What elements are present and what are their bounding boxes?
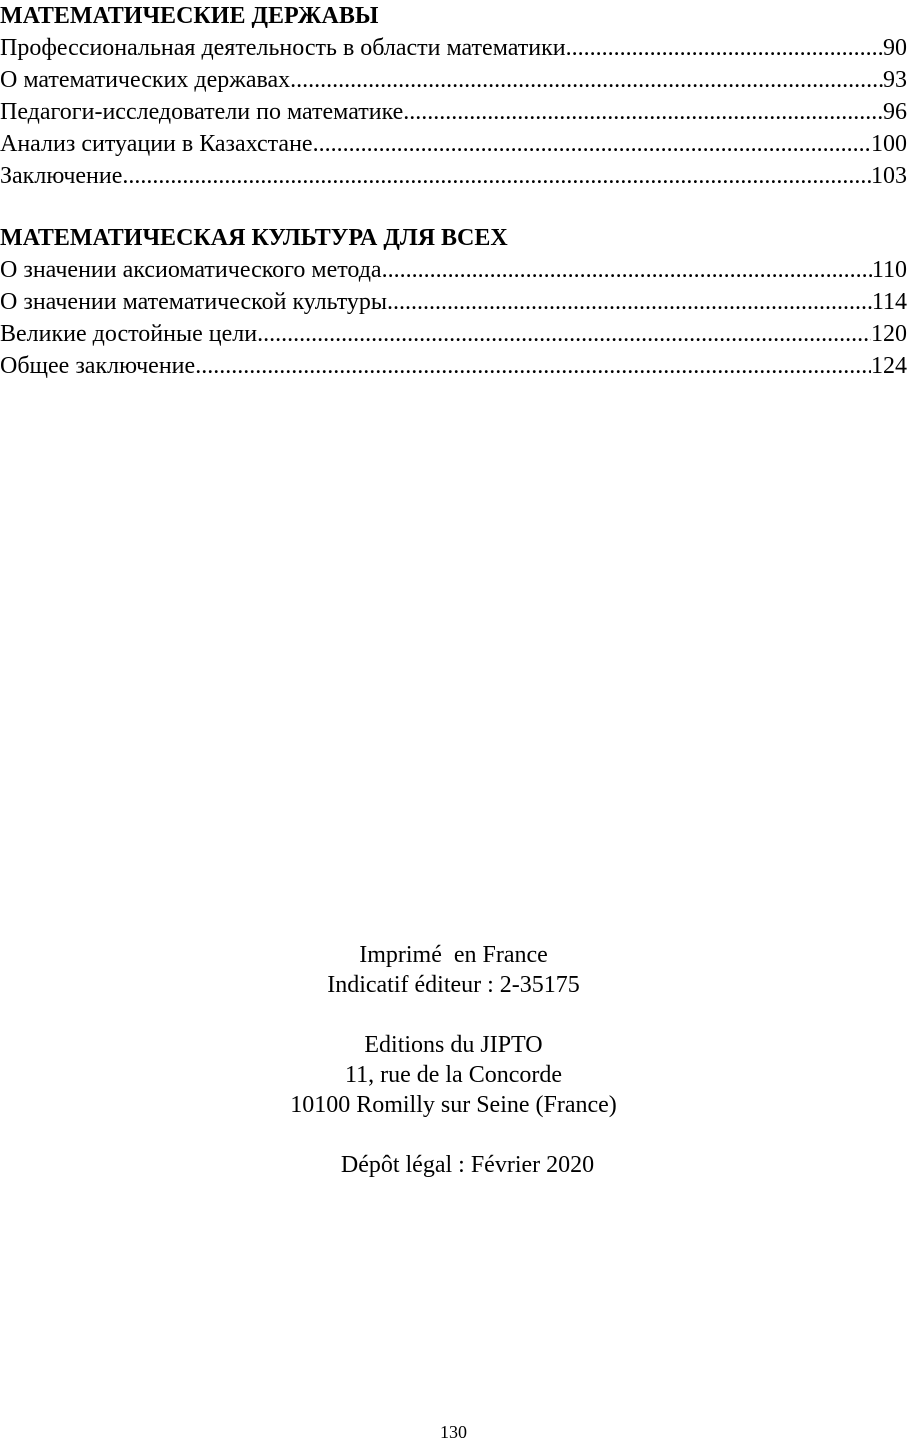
toc-entry xyxy=(0,96,907,128)
toc-entry-title: Педагоги-исследователи по математике xyxy=(0,99,404,125)
publisher-name-line: Editions du JIPTO xyxy=(364,1032,543,1058)
toc-entry-page: 120 xyxy=(871,321,907,347)
dot-leader xyxy=(382,254,872,286)
toc-entry xyxy=(0,160,907,192)
dot-leader xyxy=(387,286,872,318)
colophon xyxy=(0,940,907,1180)
spacer xyxy=(0,1000,907,1030)
toc-entry-title: Анализ ситуации в Казахстане xyxy=(0,131,313,157)
page-number: 130 xyxy=(440,1422,467,1442)
toc-entry-page: 93 xyxy=(883,67,907,93)
toc-entry-title: Общее заключение xyxy=(0,353,196,379)
toc-entry xyxy=(0,64,907,96)
publisher-code-line: Indicatif éditeur : 2-35175 xyxy=(327,972,580,998)
address-street-line: 11, rue de la Concorde xyxy=(344,1062,563,1088)
toc-section xyxy=(0,222,907,382)
dot-leader xyxy=(290,64,883,96)
toc-entry-title: О математических державах xyxy=(0,67,291,93)
toc-entry-title: Великие достойные цели xyxy=(0,321,258,347)
toc-section xyxy=(0,0,907,192)
toc-entry-page: 124 xyxy=(871,353,907,379)
toc-entry xyxy=(0,128,907,160)
dot-leader xyxy=(257,318,871,350)
toc-entry-page: 110 xyxy=(871,257,907,283)
toc-entry-title: Заключение xyxy=(0,163,123,189)
toc-section-heading: МАТЕМАТИЧЕСКАЯ КУЛЬТУРА ДЛЯ ВСЕХ xyxy=(0,225,508,251)
toc-entry-title: Профессиональная деятельность в области математики xyxy=(0,35,566,61)
toc-entry xyxy=(0,286,907,318)
spacer xyxy=(0,1120,907,1150)
toc-entry-page: 114 xyxy=(871,289,907,315)
dot-leader xyxy=(566,32,883,64)
dot-leader xyxy=(122,160,871,192)
dot-leader xyxy=(313,128,871,160)
address-city-line: 10100 Romilly sur Seine (France) xyxy=(290,1092,617,1118)
dot-leader xyxy=(195,350,871,382)
toc-entry xyxy=(0,318,907,350)
toc-section-heading: МАТЕМАТИЧЕСКИЕ ДЕРЖАВЫ xyxy=(0,3,379,29)
toc-entry xyxy=(0,254,907,286)
toc-entry-page: 103 xyxy=(871,163,907,189)
toc-entry xyxy=(0,32,907,64)
toc-entry-title: О значении математической культуры xyxy=(0,289,388,315)
printed-in-line: Imprimé en France xyxy=(359,942,548,968)
toc-entry-title: О значении аксиоматического метода xyxy=(0,257,382,283)
toc-entry-page: 100 xyxy=(871,131,907,157)
toc-entry xyxy=(0,350,907,382)
legal-deposit-line: Dépôt légal : Février 2020 xyxy=(340,1152,595,1178)
toc-entry-page: 90 xyxy=(883,35,907,61)
toc-entry-page: 96 xyxy=(883,99,907,125)
dot-leader xyxy=(403,96,883,128)
